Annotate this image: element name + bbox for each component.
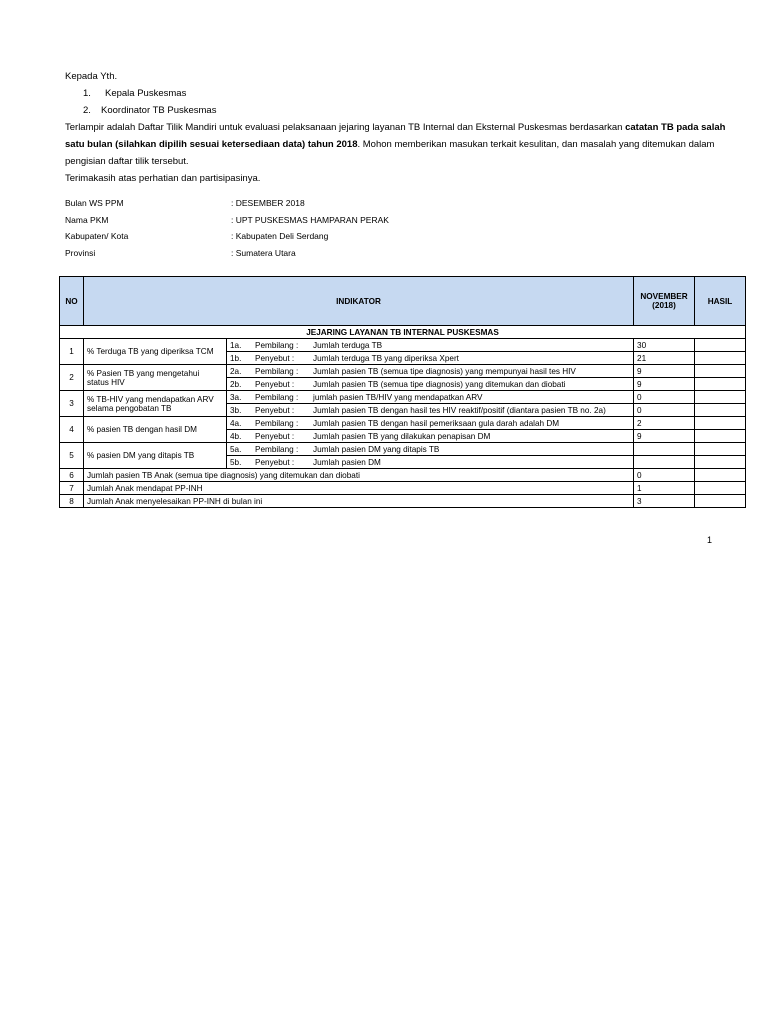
recipient-item: 2. Koordinator TB Puskesmas — [83, 105, 217, 116]
header-no: NO — [60, 277, 84, 326]
hasil-cell — [695, 443, 746, 456]
info-row: Nama PKM : UPT PUSKESMAS HAMPARAN PERAK — [65, 214, 389, 225]
value-cell: 1 — [634, 482, 695, 495]
hasil-cell — [695, 456, 746, 469]
table-row: 5b. Penyebut : Jumlah pasien DM — [60, 456, 746, 469]
header-indikator: INDIKATOR — [84, 277, 634, 326]
table-row: 2b. Penyebut : Jumlah pasien TB (semua tipe diagnosis) yang ditemukan dan diobati 9 — [60, 378, 746, 391]
table-row: 3 % TB-HIV yang mendapatkan ARV selama pengobatan TB 3a. Pembilang : jumlah pasien TB/HIV yang mendapatkan ARV 0 — [60, 391, 746, 404]
value-cell: 0 — [634, 404, 695, 417]
value-cell: 30 — [634, 339, 695, 352]
value-cell: 3 — [634, 495, 695, 508]
facility-info — [65, 195, 389, 261]
table-row: 4b. Penyebut : Jumlah pasien TB yang dilakukan penapisan DM 9 — [60, 430, 746, 443]
table-row: 6 Jumlah pasien TB Anak (semua tipe diagnosis) yang ditemukan dan diobati 0 — [60, 469, 746, 482]
value-cell — [634, 456, 695, 469]
hasil-cell — [695, 417, 746, 430]
info-row: Bulan WS PPM : DESEMBER 2018 — [65, 198, 305, 208]
table-row: 7 Jumlah Anak mendapat PP-INH 1 — [60, 482, 746, 495]
value-cell: 9 — [634, 365, 695, 378]
value-cell: 9 — [634, 378, 695, 391]
indicator-name: % Terduga TB yang diperiksa TCM — [84, 339, 227, 365]
table-header-row — [60, 277, 746, 326]
indicator-name: % pasien DM yang ditapis TB — [84, 443, 227, 469]
greeting: Kepada Yth. — [65, 71, 118, 82]
table-row: 1b. Penyebut : Jumlah terduga TB yang diperiksa Xpert 21 — [60, 352, 746, 365]
hasil-cell — [695, 495, 746, 508]
hasil-cell — [695, 430, 746, 443]
page-number: 1 — [707, 535, 713, 545]
table-row: 4 % pasien TB dengan hasil DM 4a. Pembilang : Jumlah pasien TB dengan hasil pemeriksaan gula darah adalah DM 2 — [60, 417, 746, 430]
table-row: 2 % Pasien TB yang mengetahui status HIV 2a. Pembilang : Jumlah pasien TB (semua tipe diagnosis) yang mempunyai hasil tes HIV 9 — [60, 365, 746, 378]
indicator-table — [59, 276, 746, 508]
value-cell: 9 — [634, 430, 695, 443]
value-cell: 2 — [634, 417, 695, 430]
indicator-name: % Pasien TB yang mengetahui status HIV — [84, 365, 227, 391]
closing-text: Terimakasih atas perhatian dan partisipasinya. — [65, 173, 261, 184]
hasil-cell — [695, 469, 746, 482]
hasil-cell — [695, 391, 746, 404]
table-row: 5 % pasien DM yang ditapis TB 5a. Pembilang : Jumlah pasien DM yang ditapis TB — [60, 443, 746, 456]
value-cell — [634, 443, 695, 456]
table-row: 8 Jumlah Anak menyelesaikan PP-INH di bulan ini 3 — [60, 495, 746, 508]
table-row: 3b. Penyebut : Jumlah pasien TB dengan hasil tes HIV reaktif/positif (diantara pasien TB no. 2a) 0 — [60, 404, 746, 417]
value-cell: 0 — [634, 469, 695, 482]
hasil-cell — [695, 482, 746, 495]
value-cell: 21 — [634, 352, 695, 365]
hasil-cell — [695, 378, 746, 391]
cover-letter — [65, 68, 745, 187]
letter-paragraph: Terlampir adalah Daftar Tilik Mandiri untuk evaluasi pelaksanaan jejaring layanan TB Internal dan Eksternal Puskesmas berdasarkan catatan TB pada salah satu bulan (silahkan dipilih sesuai ketersediaan data) tahun 2018. Mohon memberikan masukan terkait kesulitan, dan masalah yang ditemukan dalam pengisian daftar tilik tersebut. — [65, 122, 726, 167]
recipient-item: 1. Kepala Puskesmas — [83, 88, 187, 99]
indicator-name: % pasien TB dengan hasil DM — [84, 417, 227, 443]
value-cell: 0 — [634, 391, 695, 404]
header-hasil: HASIL — [695, 277, 746, 326]
header-month: NOVEMBER (2018) — [634, 277, 695, 326]
hasil-cell — [695, 365, 746, 378]
info-row: Kabupaten/ Kota : Kabupaten Deli Serdang — [65, 231, 329, 241]
section-title: JEJARING LAYANAN TB INTERNAL PUSKESMAS — [60, 326, 746, 339]
table-row: 1 % Terduga TB yang diperiksa TCM 1a. Pembilang : Jumlah terduga TB 30 — [60, 339, 746, 352]
hasil-cell — [695, 339, 746, 352]
indicator-name: % TB-HIV yang mendapatkan ARV selama pengobatan TB — [84, 391, 227, 417]
info-row: Provinsi : Sumatera Utara — [65, 247, 296, 258]
hasil-cell — [695, 404, 746, 417]
hasil-cell — [695, 352, 746, 365]
